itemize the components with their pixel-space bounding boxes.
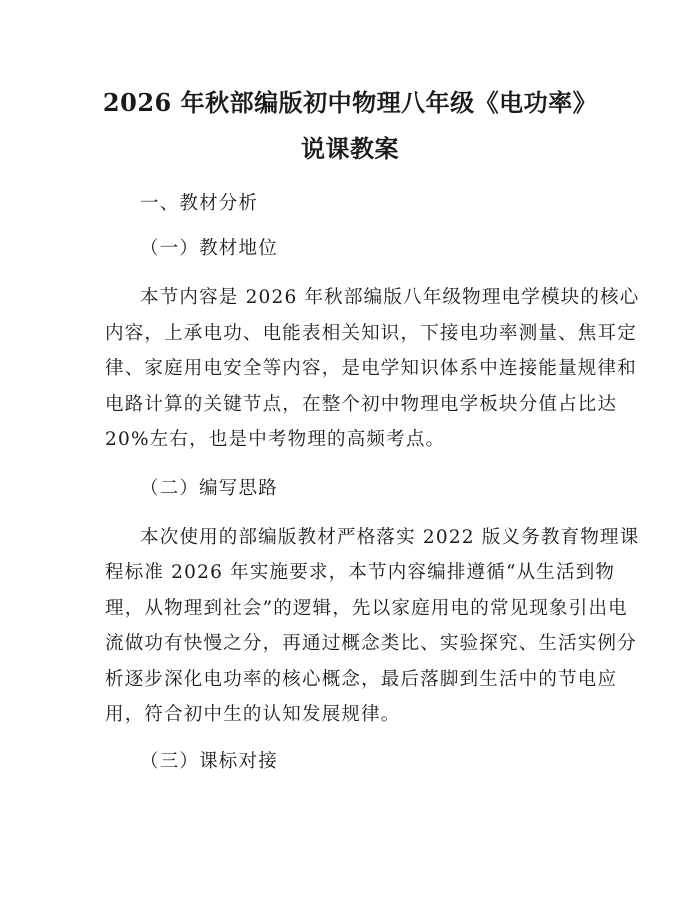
paragraph-line: 本节内容是 2026 年秋部编版八年级物理电学模块的核心	[140, 287, 640, 308]
paragraph-line: 流做功有快慢之分，再通过概念类比、实验探究、生活实例分	[105, 633, 637, 654]
paragraph-line: 20%左右，也是中考物理的高频考点。	[105, 429, 446, 450]
document-subtitle: 说课教案	[301, 134, 399, 163]
paragraph-line: 理，从物理到社会”的逻辑，先以家庭用电的常见现象引出电	[105, 598, 628, 619]
paragraph-line: 析逐步深化电功率的核心概念，最后落脚到生活中的节电应	[105, 669, 618, 690]
paragraph-line: 内容，上承电功、电能表相关知识，下接电功率测量、焦耳定	[105, 323, 637, 344]
subsection-heading-standards: （三）课标对接	[140, 751, 278, 772]
subsection-heading-writing-approach: （二）编写思路	[140, 478, 278, 499]
paragraph-line: 程标准 2026 年实施要求，本节内容编排遵循“从生活到物	[105, 562, 616, 583]
document-title: 2026 年秋部编版初中物理八年级《电功率》	[102, 88, 598, 117]
subsection-heading-position: （一）教材地位	[140, 238, 278, 259]
paragraph-line: 本次使用的部编版教材严格落实 2022 版义务教育物理课	[140, 527, 640, 548]
section-heading-teaching-analysis: 一、教材分析	[140, 193, 259, 214]
paragraph-line: 用，符合初中生的认知发展规律。	[105, 704, 401, 725]
paragraph-line: 律、家庭用电安全等内容，是电学知识体系中连接能量规律和	[105, 358, 637, 379]
paragraph-line: 电路计算的关键节点，在整个初中物理电学板块分值占比达	[105, 394, 618, 415]
